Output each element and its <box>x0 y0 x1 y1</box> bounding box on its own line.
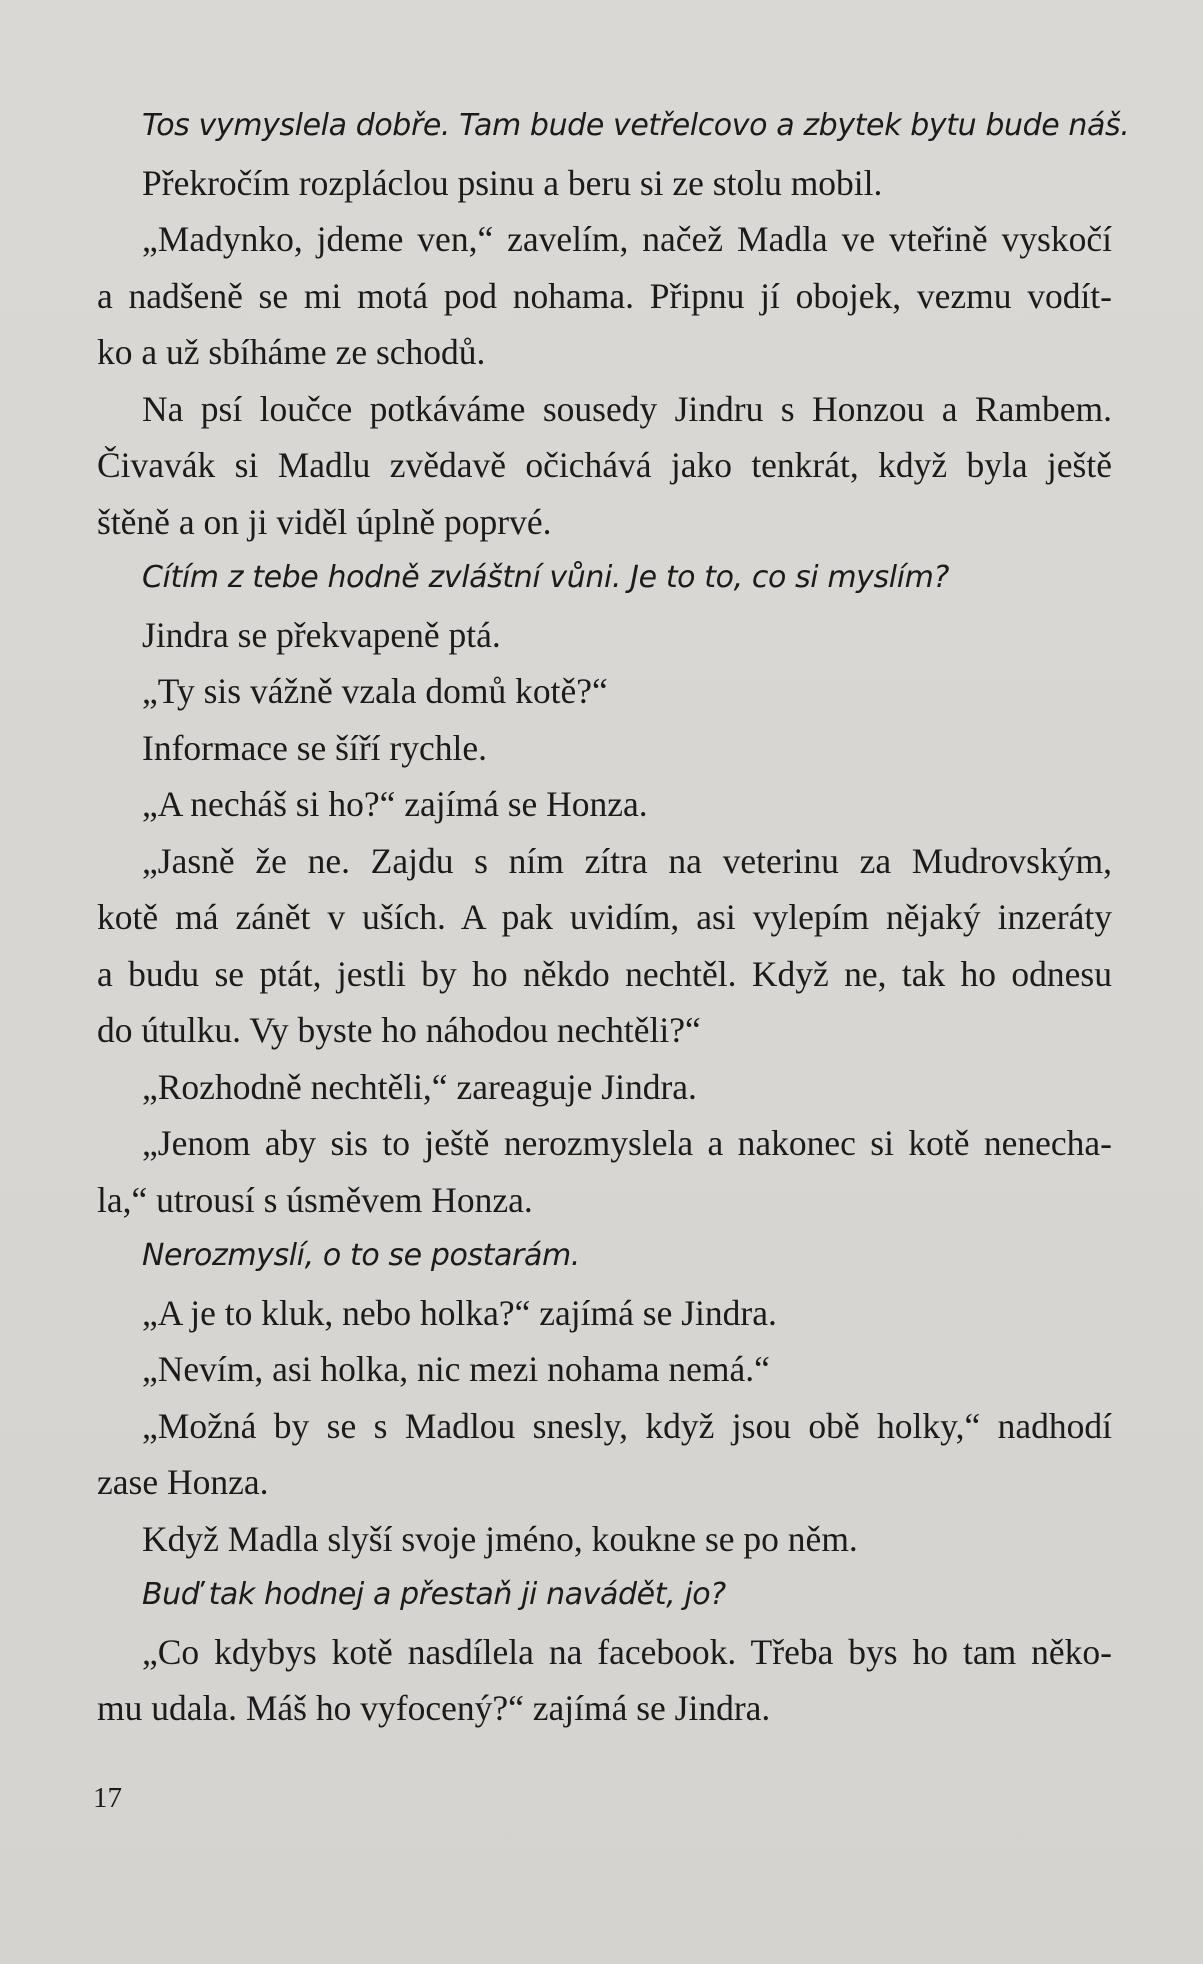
body-text <box>97 98 1130 1737</box>
text-line: mu udala. Máš ho vyfocený?“ zajímá se Jindra. <box>97 1688 771 1728</box>
text-line: Překročím rozpláclou psinu a beru si ze stolu mobil. <box>142 162 883 203</box>
text-line: „Madynko, jdeme ven,“ zavelím, načež Madla ve vteřině vyskočí <box>142 219 1112 259</box>
text-line: Čivavák si Madlu zvědavě očichává jako tenkrát, když byla ještě <box>97 445 1112 485</box>
text-line: kotě má zánět v uších. A pak uvidím, asi vylepím nějaký inzeráty <box>97 897 1112 937</box>
thought-line: Nerozmyslí, o to se postarám. <box>142 1238 580 1273</box>
text-line: „Jasně že ne. Zajdu s ním zítra na veterinu za Mudrovským, <box>142 840 1112 881</box>
text-line: do útulku. Vy byste ho náhodou nechtěli?“ <box>97 1010 701 1050</box>
text-line: a nadšeně se mi motá pod nohama. Připnu jí obojek, vezmu vodít- <box>97 275 1112 316</box>
text-line: „Jenom aby sis to ještě nerozmyslela a nakonec si kotě nenecha- <box>142 1123 1112 1163</box>
text-line: „A je to kluk, nebo holka?“ zajímá se Jindra. <box>142 1292 777 1333</box>
text-line: „Rozhodně nechtěli,“ zareaguje Jindra. <box>142 1066 697 1107</box>
text-line: a budu se ptát, jestli by ho někdo nechtěl. Když ne, tak ho odnesu <box>97 953 1112 994</box>
text-line: „Co kdybys kotě nasdílela na facebook. Třeba bys ho tam něko- <box>142 1631 1112 1672</box>
text-line: la,“ utrousí s úsměvem Honza. <box>97 1179 533 1220</box>
text-line: Na psí loučce potkáváme sousedy Jindru s Honzou a Rambem. <box>142 388 1112 429</box>
text-line: „Možná by se s Madlou snesly, když jsou obě holky,“ nadhodí <box>142 1405 1112 1446</box>
thought-line: Tos vymyslela dobře. Tam bude vetřelcovo a zbytek bytu bude náš. <box>142 108 1130 143</box>
text-line: Když Madla slyší svoje jméno, koukne se po něm. <box>142 1518 858 1559</box>
text-line: ko a už sbíháme ze schodů. <box>97 332 486 372</box>
text-line: štěně a on ji viděl úplně poprvé. <box>97 501 552 542</box>
text-line: „Nevím, asi holka, nic mezi nohama nemá.“ <box>142 1349 770 1389</box>
text-line: Informace se šíří rychle. <box>142 727 487 768</box>
text-line: „Ty sis vážně vzala domů kotě?“ <box>142 671 608 711</box>
text-line: „A necháš si ho?“ zajímá se Honza. <box>142 784 648 824</box>
text-line: Jindra se překvapeně ptá. <box>142 614 501 655</box>
text-line: zase Honza. <box>97 1462 269 1502</box>
page-number: 17 <box>93 1782 122 1814</box>
thought-line: Buď tak hodnej a přestaň ji navádět, jo? <box>142 1577 726 1612</box>
thought-line: Cítím z tebe hodně zvláštní vůni. Je to to, co si myslím? <box>142 560 949 595</box>
